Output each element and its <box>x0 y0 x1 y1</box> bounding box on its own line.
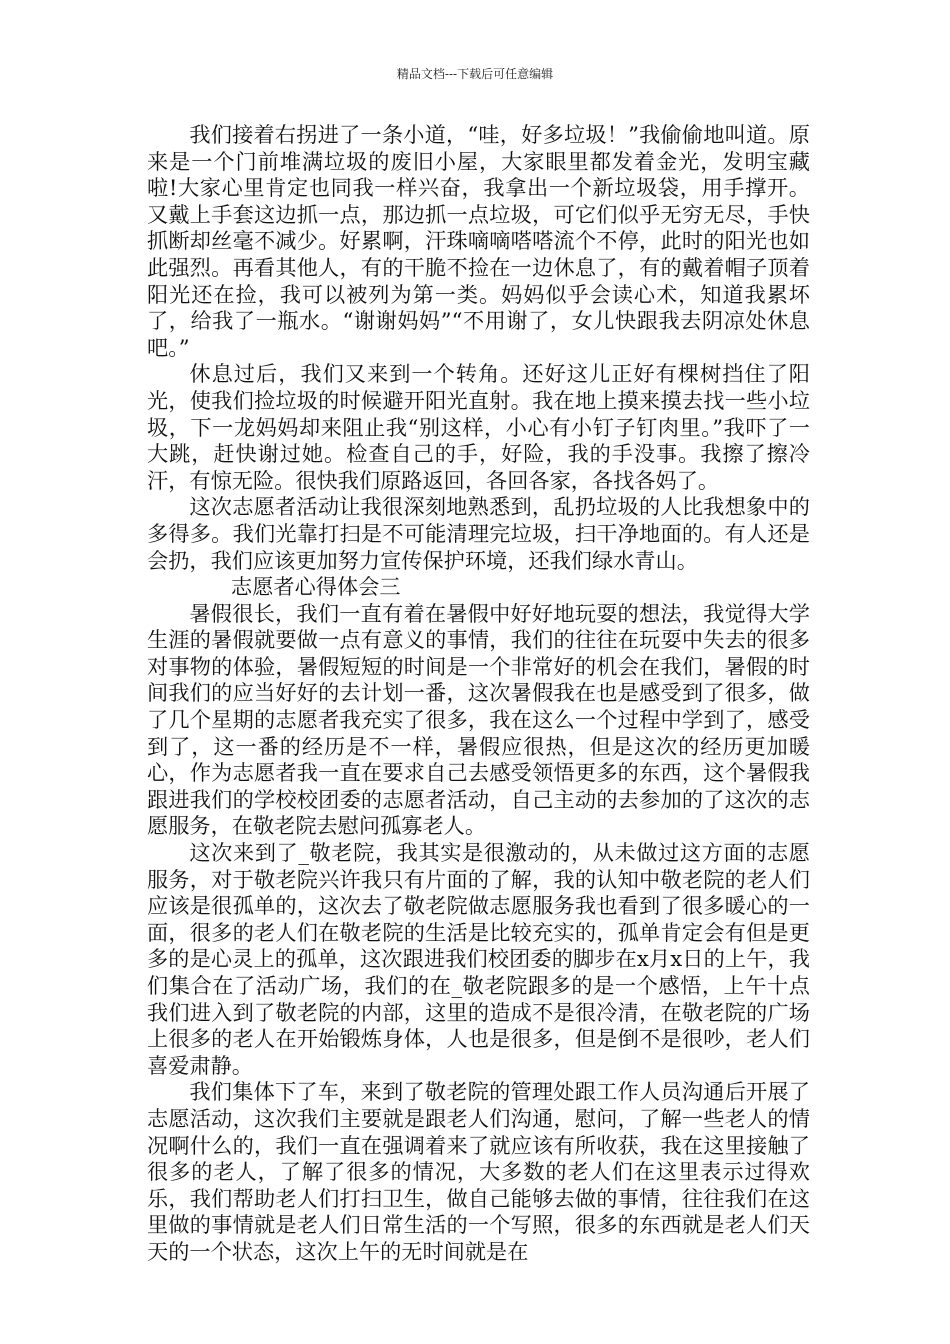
document-body <box>147 122 810 1266</box>
paragraph-reflection: 这次志愿者活动让我很深刻地熟悉到，乱扔垃圾的人比我想象中的多得多。我们光靠打扫是不可能清理完垃圾，扫干净地面的。有人还是会扔，我们应该更加努力宣传保护环境，还我们绿水青山。 <box>147 494 810 573</box>
paragraph-picking-trash: 我们接着右拐进了一条小道，“哇，好多垃圾！”我偷偷地叫道。原来是一个门前堆满垃圾的废旧小屋，大家眼里都发着金光，发明宝藏啦!大家心里肯定也同我一样兴奋，我拿出一个新垃圾袋，用手撑开。又戴上手套这边抓一点，那边抓一点垃圾，可它们似乎无穷无尽，手快抓断却丝毫不减少。好累啊，汗珠嘀嘀嗒嗒流个不停，此时的阳光也如此强烈。再看其他人，有的干脆不捡在一边休息了，有的戴着帽子顶着阳光还在捡，我可以被列为第一类。妈妈似乎会读心术，知道我累坏了，给我了一瓶水。“谢谢妈妈”“不用谢了，女儿快跟我去阴凉处休息吧。” <box>147 122 810 360</box>
paragraph-summer-intro: 暑假很长，我们一直有着在暑假中好好地玩耍的想法，我觉得大学生涯的暑假就要做一点有意义的事情，我们的往往在玩耍中失去的很多对事物的体验，暑假短短的时间是一个非常好的机会在我们，暑假的时间我们的应当好好的去计划一番，这次暑假我在也是感受到了很多，做了几个星期的志愿者我充实了很多，我在这么一个过程中学到了，感受到了，这一番的经历是不一样，暑假应很热，但是这次的经历更加暖心，作为志愿者我一直在要求自己去感受领悟更多的东西，这个暑假我跟进我们的学校校团委的志愿者活动，自己主动的去参加的了这次的志愿服务，在敬老院去慰问孤寡老人。 <box>147 600 810 839</box>
paragraph-volunteer-activities: 我们集体下了车，来到了敬老院的管理处跟工作人员沟通后开展了志愿活动，这次我们主要就是跟老人们沟通，慰问，了解一些老人的情况啊什么的，我们一直在强调着来了就应该有所收获，我在这里接触了很多的老人，了解了很多的情况，大多数的老人们在这里表示过得欢乐，我们帮助老人们打扫卫生，做自己能够去做的事情，往往我们在这里做的事情就是老人们日常生活的一个写照，很多的东西就是老人们天天的一个状态，这次上午的无时间就是在 <box>147 1079 810 1264</box>
paragraph-nursing-home-arrival: 这次来到了_敬老院，我其实是很激动的，从未做过这方面的志愿服务，对于敬老院兴许我只有片面的了解，我的认知中敬老院的老人们应该是很孤单的，这次去了敬老院做志愿服务我也看到了很多暖心的一面，很多的老人们在敬老院的生活是比较充实的，孤单肯定会有但是更多的是心灵上的孤单，这次跟进我们校团委的脚步在x月x日的上午，我们集合在了活动广场，我们的在_敬老院跟多的是一个感悟，上午十点我们进入到了敬老院的内部，这里的造成不是很冷清，在敬老院的广场上很多的老人在开始锻炼身体，人也是很多，但是倒不是很吵，老人们喜爱肃静。 <box>147 840 810 1078</box>
paragraph-after-rest: 休息过后，我们又来到一个转角。还好这儿正好有棵树挡住了阳光，使我们捡垃圾的时候避开阳光直射。我在地上摸来摸去找一些小垃圾，下一龙妈妈却来阻止我“别这样，小心有小钉子钉肉里。”我吓了一大跳，赶快谢过她。检查自己的手，好险，我的手没事。我擦了擦冷汗，有惊无险。很快我们原路返回，各回各家，各找各妈了。 <box>147 361 810 493</box>
section-heading: 志愿者心得体会三 <box>231 574 401 600</box>
page-header: 精品文档---下载后可任意编辑 <box>396 67 554 81</box>
